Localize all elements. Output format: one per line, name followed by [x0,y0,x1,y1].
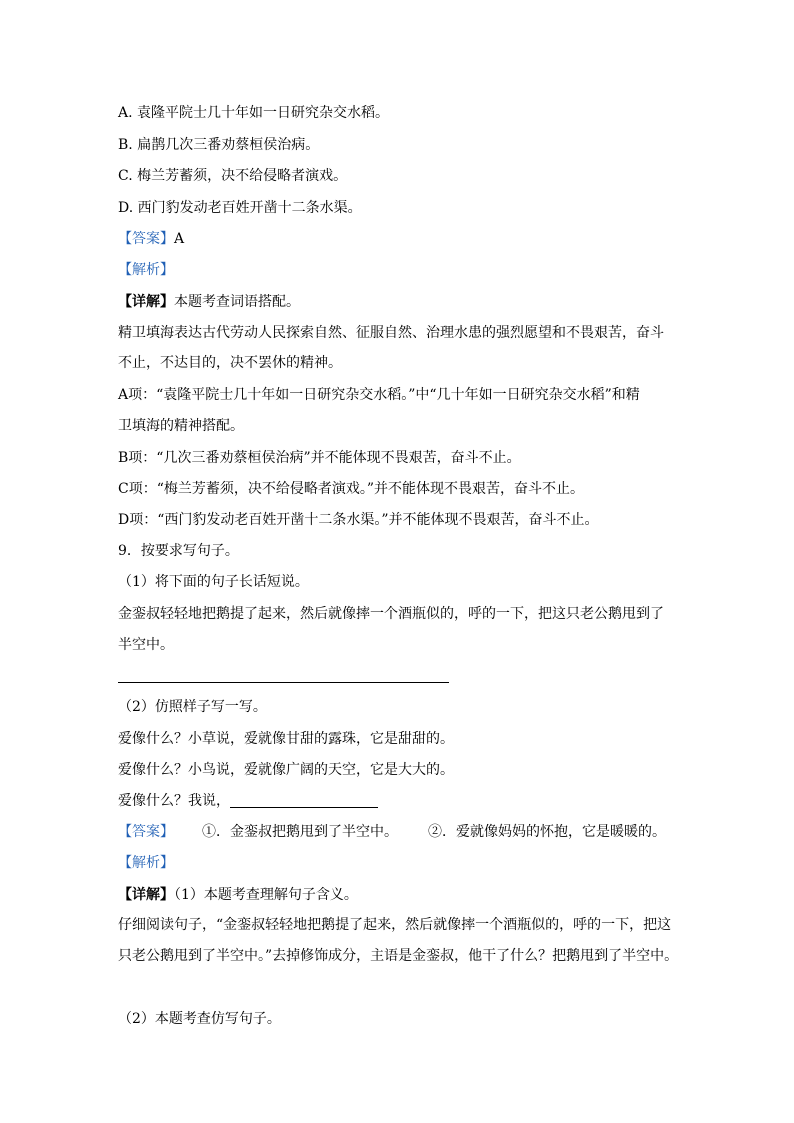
option-d: D. 西门豹发动老百姓开凿十二条水渠。 [118,200,362,216]
detail-text: 本题考查词语搭配。 [174,294,300,310]
option-c: C. 梅兰芳蓄须，决不给侵略者演戏。 [118,168,348,184]
part-1-prompt: （1）将下面的句子长话短说。 [118,574,309,590]
answer-value: A [174,231,185,247]
detail-tag: 【详解】 [118,294,174,310]
q9-part-2-note: （2）本题考查仿写句子。 [118,1011,281,1027]
analysis-tag: 【解析】 [118,262,174,278]
q9-analysis-tag: 【解析】 [118,855,174,871]
q9-answer-line [118,822,666,842]
answer-tag: 【答案】 [118,231,174,247]
q9-explanation-line-2: 只老公鹅甩到了半空中。”去掉修饰成分，主语是金銮叔，他干了什么？把鹅甩到了半空中。 [118,948,679,964]
detail-line [118,292,300,312]
item-d: D项：“西门豹发动老百姓开凿十二条水渠。”并不能体现不畏艰苦，奋斗不止。 [118,512,599,528]
answer-blank-line[interactable] [118,682,449,683]
q9-detail-line [118,885,358,905]
example-line-2: 爱像什么？小鸟说，爱就像广阔的天空，它是大大的。 [118,762,454,778]
explanation-line-2: 不止，不达目的，决不罢休的精神。 [118,355,342,371]
q9-detail-tag: 【详解】 [118,887,174,903]
answer-blank-short[interactable] [230,793,378,808]
item-a-line-1: A项：“袁隆平院士几十年如一日研究杂交水稻。”中“几十年如一日研究杂交水稻”和精 [118,387,640,403]
q9-explanation-line-1: 仔细阅读句子，“金銮叔轻轻地把鹅提了起来，然后就像摔一个酒瓶似的，呼的一下，把这 [118,917,672,933]
q9-detail-text: （1）本题考查理解句子含义。 [174,887,358,903]
q9-answer-tag: 【答案】 [118,824,174,840]
example-line-3 [118,791,378,811]
item-c: C项：“梅兰芳蓄须，决不给侵略者演戏。”并不能体现不畏艰苦，奋斗不止。 [118,481,585,497]
part-2-prompt: （2）仿照样子写一写。 [118,699,267,715]
sentence-line-2: 半空中。 [118,637,174,653]
explanation-line-1: 精卫填海表达古代劳动人民探索自然、征服自然、治理水患的强烈愿望和不畏艰苦，奋斗 [118,325,664,341]
q9-answer-1: ①．金銮叔把鹅甩到了半空中。 [202,824,398,840]
sentence-line-1: 金銮叔轻轻地把鹅提了起来，然后就像摔一个酒瓶似的，呼的一下，把这只老公鹅甩到了 [118,606,664,622]
example-line-1: 爱像什么？小草说，爱就像甘甜的露珠，它是甜甜的。 [118,731,454,747]
example-3-prefix: 爱像什么？我说， [118,793,230,809]
question-9-title: 9．按要求写句子。 [118,543,239,559]
item-a-line-2: 卫填海的精神搭配。 [118,418,244,434]
item-b: B项：“几次三番劝蔡桓侯治病”并不能体现不畏艰苦，奋斗不止。 [118,450,521,466]
q9-answer-2: ②．爱就像妈妈的怀抱，它是暖暖的。 [428,824,666,840]
answer-line [118,229,184,249]
option-b: B. 扁鹊几次三番劝蔡桓侯治病。 [118,137,320,153]
option-a: A. 袁隆平院士几十年如一日研究杂交水稻。 [118,105,390,121]
